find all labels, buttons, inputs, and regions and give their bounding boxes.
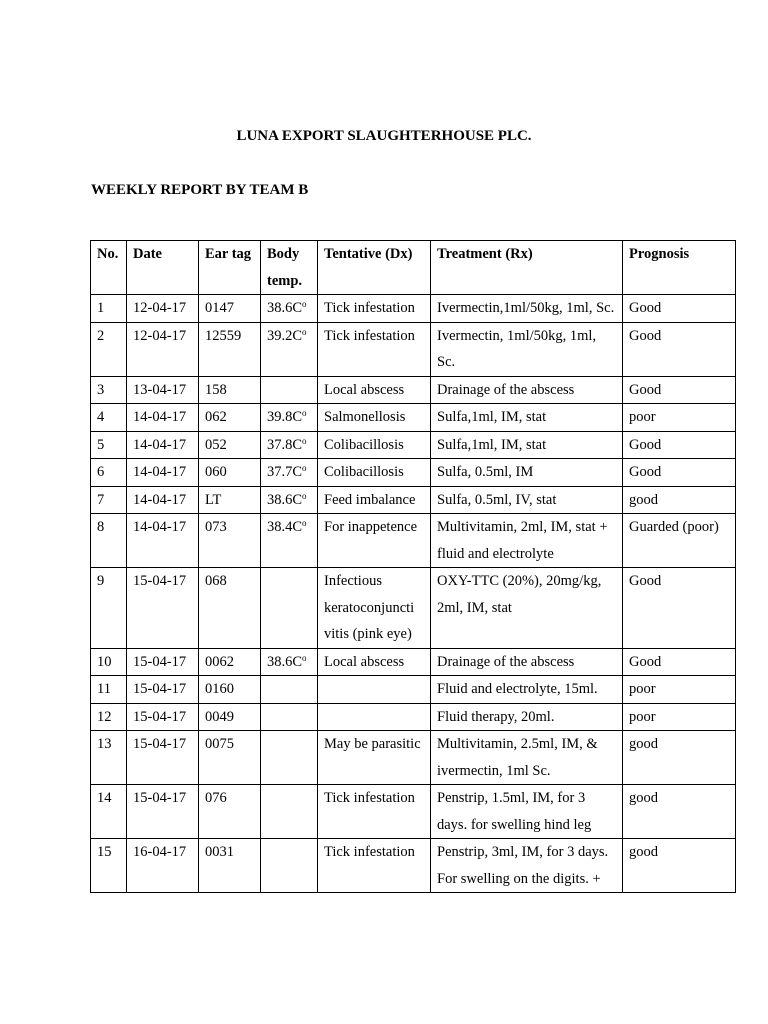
cell-date: 13-04-17 [127,376,199,404]
cell-tentative-dx: Local abscess [318,648,431,676]
cell-tentative-dx: Local abscess [318,376,431,404]
cell-date: 14-04-17 [127,459,199,487]
report-table [90,240,736,893]
cell-body-temp [261,514,318,568]
cell-ear-tag: LT [199,486,261,514]
cell-body-temp [261,376,318,404]
table-row [91,459,736,487]
cell-tentative-dx: Tick infestation [318,322,431,376]
temp-value: 38.6C [267,300,303,316]
cell-prognosis: poor [623,404,736,432]
column-header-treatment-rx: Treatment (Rx) [431,241,623,295]
column-header-tentative-dx: Tentative (Dx) [318,241,431,295]
cell-date: 15-04-17 [127,703,199,731]
degree-mark: o [302,518,307,528]
cell-ear-tag: 060 [199,459,261,487]
cell-tentative-dx: Tick infestation [318,839,431,893]
cell-prognosis: Good [623,322,736,376]
degree-mark: o [302,326,307,337]
cell-ear-tag: 0031 [199,839,261,893]
temp-value: 39.2C [267,327,303,344]
degree-mark: o [302,299,307,309]
cell-body-temp [261,404,318,432]
cell-no: 2 [91,322,127,376]
cell-body-temp [261,648,318,676]
cell-no: 11 [91,676,127,704]
cell-no: 9 [91,568,127,649]
temp-value: 37.8C [267,436,303,453]
cell-body-temp [261,459,318,487]
cell-ear-tag: 158 [199,376,261,404]
table-row [91,676,736,704]
table-row [91,376,736,404]
cell-prognosis: Good [623,295,736,323]
temp-value: 38.6C [267,491,303,508]
cell-tentative-dx: Feed imbalance [318,486,431,514]
table-row [91,785,736,839]
cell-no: 12 [91,703,127,731]
degree-mark: o [302,652,307,663]
cell-body-temp [261,839,318,893]
column-header-date: Date [127,241,199,295]
cell-no: 10 [91,648,127,676]
cell-no: 6 [91,459,127,487]
cell-body-temp [261,676,318,704]
cell-ear-tag: 0147 [199,295,261,323]
cell-prognosis: poor [623,703,736,731]
cell-treatment-rx: Ivermectin,1ml/50kg, 1ml, Sc. [431,295,623,323]
cell-date: 15-04-17 [127,568,199,649]
temp-value: 38.6C [267,653,303,670]
table-row [91,568,736,649]
cell-prognosis: good [623,839,736,893]
column-header-body-temp: Body temp. [261,241,318,295]
cell-treatment-rx: Penstrip, 1.5ml, IM, for 3 days. for swelling hind leg [431,785,623,839]
cell-ear-tag: 073 [199,514,261,568]
cell-treatment-rx: Fluid and electrolyte, 15ml. [431,676,623,704]
cell-body-temp [261,322,318,376]
table-row [91,514,736,568]
cell-ear-tag: 062 [199,404,261,432]
cell-prognosis: good [623,785,736,839]
column-header-prognosis: Prognosis [623,241,736,295]
cell-ear-tag: 0075 [199,731,261,785]
degree-mark: o [302,435,307,446]
cell-body-temp [261,785,318,839]
cell-no: 5 [91,431,127,459]
table-row [91,295,736,323]
cell-date: 15-04-17 [127,676,199,704]
cell-treatment-rx: Fluid therapy, 20ml. [431,703,623,731]
degree-mark: o [302,408,307,418]
table-row [91,731,736,785]
cell-treatment-rx: Sulfa, 0.5ml, IV, stat [431,486,623,514]
cell-date: 14-04-17 [127,486,199,514]
cell-treatment-rx: Sulfa,1ml, IM, stat [431,404,623,432]
cell-prognosis: Good [623,568,736,649]
cell-body-temp [261,431,318,459]
cell-ear-tag: 068 [199,568,261,649]
cell-prognosis: Good [623,648,736,676]
table-header-row [91,241,736,295]
table-row [91,322,736,376]
cell-date: 15-04-17 [127,785,199,839]
degree-mark: o [302,490,307,501]
column-header-ear-tag: Ear tag [199,241,261,295]
cell-tentative-dx: Salmonellosis [318,404,431,432]
cell-tentative-dx: May be parasitic [318,731,431,785]
report-title: WEEKLY REPORT BY TEAM B [91,182,309,198]
cell-body-temp [261,703,318,731]
cell-treatment-rx: Multivitamin, 2.5ml, IM, & ivermectin, 1ml Sc. [431,731,623,785]
cell-tentative-dx [318,703,431,731]
cell-treatment-rx: Multivitamin, 2ml, IM, stat + fluid and electrolyte [431,514,623,568]
cell-prognosis: Good [623,376,736,404]
cell-ear-tag: 052 [199,431,261,459]
cell-treatment-rx: Sulfa,1ml, IM, stat [431,431,623,459]
temp-value: 39.8C [267,409,303,425]
table-row [91,703,736,731]
cell-date: 15-04-17 [127,731,199,785]
cell-prognosis: Good [623,431,736,459]
cell-date: 14-04-17 [127,404,199,432]
cell-date: 12-04-17 [127,322,199,376]
cell-date: 14-04-17 [127,431,199,459]
cell-tentative-dx [318,676,431,704]
cell-date: 15-04-17 [127,648,199,676]
cell-tentative-dx: Tick infestation [318,295,431,323]
cell-tentative-dx: Infectious keratoconjuncti vitis (pink eye) [318,568,431,649]
cell-no: 7 [91,486,127,514]
cell-no: 4 [91,404,127,432]
cell-treatment-rx: OXY-TTC (20%), 20mg/kg, 2ml, IM, stat [431,568,623,649]
cell-ear-tag: 0160 [199,676,261,704]
table-row [91,839,736,893]
cell-no: 3 [91,376,127,404]
degree-mark: o [302,463,307,473]
temp-value: 38.4C [267,519,303,535]
table-row [91,431,736,459]
cell-body-temp [261,295,318,323]
cell-prognosis: good [623,731,736,785]
cell-treatment-rx: Sulfa, 0.5ml, IM [431,459,623,487]
cell-ear-tag: 0062 [199,648,261,676]
cell-treatment-rx: Penstrip, 3ml, IM, for 3 days. For swelling on the digits. + [431,839,623,893]
cell-prognosis: poor [623,676,736,704]
cell-prognosis: Guarded (poor) [623,514,736,568]
cell-body-temp [261,731,318,785]
cell-ear-tag: 12559 [199,322,261,376]
table-row [91,486,736,514]
cell-ear-tag: 0049 [199,703,261,731]
report-table-body [91,295,736,893]
cell-date: 14-04-17 [127,514,199,568]
cell-tentative-dx: Colibacillosis [318,431,431,459]
table-row [91,404,736,432]
cell-no: 8 [91,514,127,568]
table-row [91,648,736,676]
cell-no: 14 [91,785,127,839]
cell-treatment-rx: Drainage of the abscess [431,648,623,676]
cell-tentative-dx: For inappetence [318,514,431,568]
organization-title: LUNA EXPORT SLAUGHTERHOUSE PLC. [236,128,532,144]
cell-tentative-dx: Tick infestation [318,785,431,839]
cell-treatment-rx: Ivermectin, 1ml/50kg, 1ml, Sc. [431,322,623,376]
cell-body-temp [261,568,318,649]
cell-no: 1 [91,295,127,323]
cell-no: 13 [91,731,127,785]
cell-prognosis: good [623,486,736,514]
cell-prognosis: Good [623,459,736,487]
cell-ear-tag: 076 [199,785,261,839]
cell-no: 15 [91,839,127,893]
column-header-no: No. [91,241,127,295]
cell-body-temp [261,486,318,514]
cell-tentative-dx: Colibacillosis [318,459,431,487]
temp-value: 37.7C [267,464,303,480]
cell-treatment-rx: Drainage of the abscess [431,376,623,404]
cell-date: 16-04-17 [127,839,199,893]
cell-date: 12-04-17 [127,295,199,323]
